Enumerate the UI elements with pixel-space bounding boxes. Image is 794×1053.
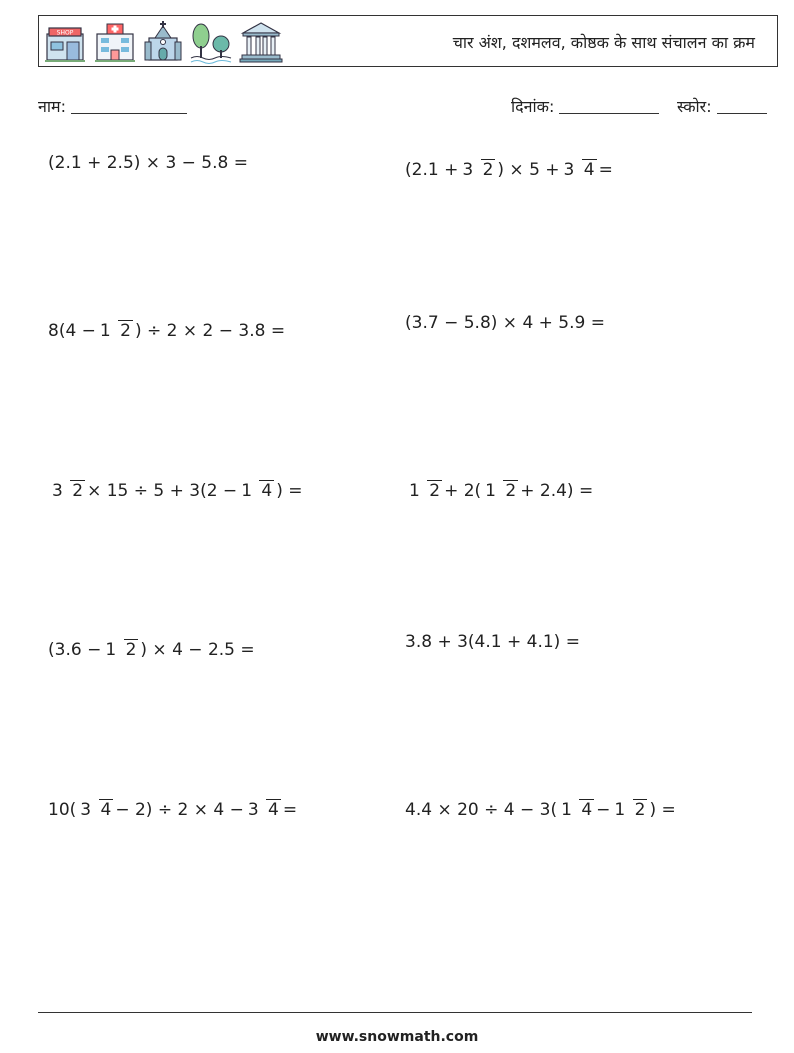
date-label: दिनांक: — [511, 97, 555, 116]
problem-5-fraction-1 — [50, 480, 85, 502]
problem-3 — [48, 306, 285, 356]
denominator: 4 — [583, 160, 595, 180]
denominator: 2 — [505, 481, 517, 501]
problem-10-text-b: − — [596, 800, 611, 820]
date-blank — [559, 99, 659, 114]
numerator: 1 — [409, 481, 420, 501]
worksheet-title: चार अंश, दशमलव, कोष्ठक के साथ संचालन का क्रम — [452, 33, 755, 52]
problem-9-text-c: = — [282, 800, 298, 820]
problem-10-fraction-1 — [559, 799, 594, 821]
museum-icon — [239, 20, 283, 64]
problem-10-text-c: ) = — [649, 800, 676, 820]
numerator: 3 — [563, 160, 575, 180]
denominator: 4 — [261, 481, 273, 501]
problem-4-text: (3.7 − 5.8) × 4 + 5.9 = — [405, 313, 605, 333]
denominator: 2 — [72, 481, 84, 501]
problem-9-fraction-1 — [78, 799, 113, 821]
park-icon — [189, 20, 233, 64]
problem-6-text-a: + 2( — [444, 481, 482, 501]
problem-1 — [48, 138, 248, 188]
problem-10-text-a: 4.4 × 20 ÷ 4 − 3( — [405, 800, 558, 820]
problem-6-text-b: + 2.4) = — [520, 481, 594, 501]
problem-6 — [405, 466, 593, 516]
score-label: स्कोर: — [677, 97, 712, 116]
problem-2-fraction-2 — [562, 159, 597, 181]
denominator: 4 — [100, 800, 112, 820]
problem-5-fraction-2 — [239, 480, 274, 502]
denominator: 2 — [120, 321, 131, 341]
problem-2 — [405, 145, 613, 195]
problem-9-fraction-2 — [246, 799, 281, 821]
problem-9-text-b: − 2) ÷ 2 × 4 − — [115, 800, 244, 820]
denominator: 4 — [581, 800, 593, 820]
problem-2-text-c: = — [598, 160, 613, 180]
numerator: 3 — [80, 800, 92, 820]
problem-6-fraction-2 — [483, 480, 518, 502]
numerator: 3 — [462, 160, 474, 180]
problem-10-fraction-2 — [612, 799, 647, 821]
header-icons — [43, 20, 283, 64]
denominator: 2 — [482, 160, 494, 180]
problem-3-text-b: ) ÷ 2 × 2 − 3.8 = — [134, 321, 286, 341]
problem-8-text: 3.8 + 3(4.1 + 4.1) = — [405, 632, 580, 652]
footer-divider — [38, 1012, 752, 1013]
shop-sign-text: SHOP — [56, 29, 74, 37]
denominator: 2 — [634, 800, 646, 820]
numerator: 1 — [105, 640, 117, 660]
numerator: 3 — [52, 481, 63, 501]
church-icon — [143, 20, 183, 64]
numerator: 1 — [99, 321, 111, 341]
date-field — [511, 95, 659, 117]
problem-5-text-b: ) = — [276, 481, 303, 501]
problem-9 — [48, 785, 297, 835]
denominator: 2 — [429, 481, 441, 501]
name-blank — [71, 99, 187, 114]
numerator: 1 — [241, 481, 253, 501]
denominator: 4 — [268, 800, 279, 820]
problem-10 — [405, 785, 676, 835]
shop-icon — [43, 20, 87, 64]
denominator: 2 — [125, 640, 137, 660]
numerator: 1 — [485, 481, 496, 501]
problem-7 — [48, 625, 255, 675]
problem-9-text-a: 10( — [48, 800, 77, 820]
problem-7-text-a: (3.6 − — [48, 640, 102, 660]
name-label: नाम: — [38, 97, 66, 116]
numerator: 1 — [614, 800, 626, 820]
problem-6-fraction-1 — [407, 480, 442, 502]
problem-1-text: (2.1 + 2.5) × 3 − 5.8 = — [48, 153, 248, 173]
name-field — [38, 95, 187, 117]
problem-4 — [405, 298, 605, 348]
problem-3-fraction-1 — [98, 320, 133, 342]
problem-8 — [405, 617, 580, 667]
problem-5-text-a: × 15 ÷ 5 + 3(2 − — [87, 481, 238, 501]
problem-7-fraction-1 — [103, 639, 138, 661]
problem-3-text-a: 8(4 − — [48, 321, 96, 341]
problem-5 — [48, 466, 303, 516]
problem-2-text-b: ) × 5 + — [497, 160, 560, 180]
worksheet-header — [38, 15, 778, 67]
score-blank — [717, 99, 767, 114]
numerator: 1 — [561, 800, 572, 820]
problem-2-fraction-1 — [460, 159, 495, 181]
footer-url[interactable]: www.snowmath.com — [315, 1029, 479, 1045]
problem-2-text-a: (2.1 + — [405, 160, 459, 180]
score-field — [677, 95, 767, 117]
problem-7-text-b: ) × 4 − 2.5 = — [140, 640, 255, 660]
numerator: 3 — [247, 800, 259, 820]
hospital-icon — [93, 20, 137, 64]
